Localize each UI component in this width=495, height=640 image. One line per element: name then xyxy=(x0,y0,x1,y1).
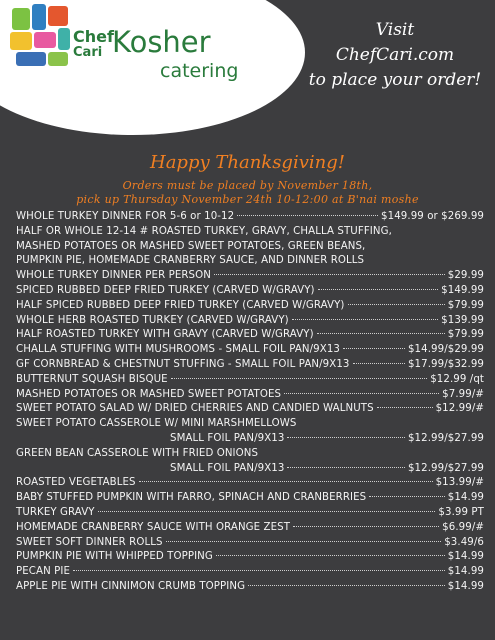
leader-dots xyxy=(377,407,433,408)
menu-item xyxy=(16,240,484,255)
menu-item-name: PECAN PIE xyxy=(16,566,71,578)
menu-item-price: $17.99/$32.99 xyxy=(407,358,484,370)
website-link[interactable]: ChefCari.com xyxy=(335,45,455,65)
menu-item-price: $12.99/$27.99 xyxy=(407,462,484,474)
menu-item-price: $3.49/6 xyxy=(444,536,484,548)
menu-item xyxy=(16,580,484,595)
menu-item-name: HALF ROASTED TURKEY WITH GRAVY (CARVED W/GRAVY) xyxy=(16,329,314,341)
menu-item xyxy=(16,254,484,269)
leader-dots xyxy=(287,467,405,468)
menu-item-name: CHALLA STUFFING WITH MUSHROOMS - SMALL FOIL PAN/9X13 xyxy=(16,344,341,356)
leader-dots xyxy=(98,511,436,512)
menu-item-price: $7.99/# xyxy=(442,388,484,400)
leader-dots xyxy=(216,555,445,556)
menu-item-name: HOMEMADE CRANBERRY SAUCE WITH ORANGE ZEST xyxy=(16,521,291,533)
menu-item xyxy=(16,269,484,284)
leader-dots xyxy=(293,526,439,527)
menu-item xyxy=(16,314,484,329)
leader-dots xyxy=(284,393,439,394)
leader-dots xyxy=(348,304,445,305)
menu-item xyxy=(16,417,484,432)
menu-item xyxy=(16,447,484,462)
leader-dots xyxy=(166,541,442,542)
leader-dots xyxy=(369,496,445,497)
menu-item-name: WHOLE TURKEY DINNER PER PERSON xyxy=(16,270,211,282)
menu-item-price: $14.99 xyxy=(447,492,484,504)
menu-item-name: PUMPKIN PIE, HOMEMADE CRANBERRY SAUCE, AND DINNER ROLLS xyxy=(16,255,365,267)
order-deadline-note: Orders must be placed by November 18th, xyxy=(122,179,373,192)
logo-catering: catering xyxy=(160,60,239,82)
menu-item-name: WHOLE HERB ROASTED TURKEY (CARVED W/GRAVY) xyxy=(16,314,289,326)
menu-item-price: $29.99 xyxy=(447,270,484,282)
menu-item xyxy=(16,550,484,565)
menu-item-name: HALF OR WHOLE 12-14 # ROASTED TURKEY, GRAVY, CHALLA STUFFING, xyxy=(16,225,392,237)
menu-item-price: $14.99 xyxy=(447,551,484,563)
leader-dots xyxy=(292,319,438,320)
menu-item-name: BUTTERNUT SQUASH BISQUE xyxy=(16,373,168,385)
menu-item-name: GREEN BEAN CASSEROLE WITH FRIED ONIONS xyxy=(16,447,259,459)
menu-item xyxy=(16,491,484,506)
menu-item xyxy=(16,210,484,225)
menu-item-price: $14.99 xyxy=(447,580,484,592)
menu-item-name: BABY STUFFED PUMPKIN WITH FARRO, SPINACH AND CRANBERRIES xyxy=(16,492,367,504)
menu-item-name: SMALL FOIL PAN/9X13 xyxy=(170,432,285,444)
menu-item-name: MASHED POTATOES OR MASHED SWEET POTATOES xyxy=(16,388,282,400)
leader-dots xyxy=(318,289,439,290)
page-title: Happy Thanksgiving! xyxy=(150,152,345,173)
menu-item xyxy=(16,462,484,477)
menu-item-name: APPLE PIE WITH CINNIMON CRUMB TOPPING xyxy=(16,580,246,592)
leader-dots xyxy=(171,378,428,379)
menu-item-price: $6.99/# xyxy=(442,521,484,533)
menu-item-price: $139.99 xyxy=(441,314,484,326)
menu-item-name: GF CORNBREAD & CHESTNUT STUFFING - SMALL FOIL PAN/9X13 xyxy=(16,358,350,370)
menu-item xyxy=(16,358,484,373)
menu-item-name: WHOLE TURKEY DINNER FOR 5-6 or 10-12 xyxy=(16,211,235,222)
menu-item xyxy=(16,476,484,491)
menu-item-price: $79.99 xyxy=(447,299,484,311)
leader-dots xyxy=(287,437,405,438)
menu-item-price: $12.99 /qt xyxy=(430,373,484,385)
menu-item-name: SWEET POTATO SALAD W/ DRIED CHERRIES AND CANDIED WALNUTS xyxy=(16,403,374,415)
menu-item-name: SWEET POTATO CASSEROLE W/ MINI MARSHMELLOWS xyxy=(16,418,297,430)
logo-chef: Chef xyxy=(73,27,114,46)
menu-item xyxy=(16,328,484,343)
menu-item-price: $3.99 PT xyxy=(438,506,484,518)
menu-item-price: $149.99 xyxy=(441,284,484,296)
menu-list xyxy=(16,210,484,595)
logo-cari: Cari xyxy=(73,45,103,60)
menu-item xyxy=(16,225,484,240)
leader-dots xyxy=(139,481,433,482)
menu-item-price: $12.99/$27.99 xyxy=(407,432,484,444)
leader-dots xyxy=(317,333,445,334)
menu-item-name: ROASTED VEGETABLES xyxy=(16,477,136,489)
menu-item xyxy=(16,536,484,551)
menu-item-price: $79.99 xyxy=(447,329,484,341)
leader-dots xyxy=(248,585,445,586)
menu-item xyxy=(16,388,484,403)
leader-dots xyxy=(73,570,445,571)
leader-dots xyxy=(214,274,445,275)
visit-line: Visit xyxy=(375,20,415,40)
menu-item xyxy=(16,565,484,580)
menu-item-name: MASHED POTATOES OR MASHED SWEET POTATOES, GREEN BEANS, xyxy=(16,240,366,252)
menu-item xyxy=(16,402,484,417)
menu-item-price: $14.99 xyxy=(447,566,484,578)
menu-item-name: PUMPKIN PIE WITH WHIPPED TOPPING xyxy=(16,551,213,563)
menu-item xyxy=(16,343,484,358)
menu-item-price: $149.99 or $269.99 xyxy=(381,211,484,222)
menu-item xyxy=(16,432,484,447)
visit-website-text xyxy=(300,18,490,93)
logo-kosher: Kosher xyxy=(112,25,211,59)
leader-dots xyxy=(343,348,405,349)
menu-item xyxy=(16,506,484,521)
visit-line: to place your order! xyxy=(308,70,482,90)
menu-item-name: SMALL FOIL PAN/9X13 xyxy=(170,462,285,474)
menu-item-price: $13.99/# xyxy=(435,477,484,489)
menu-item xyxy=(16,299,484,314)
menu-item xyxy=(16,284,484,299)
menu-item-name: HALF SPICED RUBBED DEEP FRIED TURKEY (CARVED W/GRAVY) xyxy=(16,299,345,311)
leader-dots xyxy=(353,363,405,364)
menu-item-price: $12.99/# xyxy=(435,403,484,415)
menu-item-name: TURKEY GRAVY xyxy=(16,506,95,518)
menu-item-price: $14.99/$29.99 xyxy=(407,344,484,356)
menu-item xyxy=(16,521,484,536)
pickup-note: pick up Thursday November 24th 10-12:00 at B'nai moshe xyxy=(76,193,419,206)
menu-item xyxy=(16,373,484,388)
leader-dots xyxy=(237,215,378,216)
logo-pattern-blocks xyxy=(10,4,72,68)
menu-item-name: SPICED RUBBED DEEP FRIED TURKEY (CARVED W/GRAVY) xyxy=(16,284,315,296)
menu-item-name: SWEET SOFT DINNER ROLLS xyxy=(16,536,163,548)
